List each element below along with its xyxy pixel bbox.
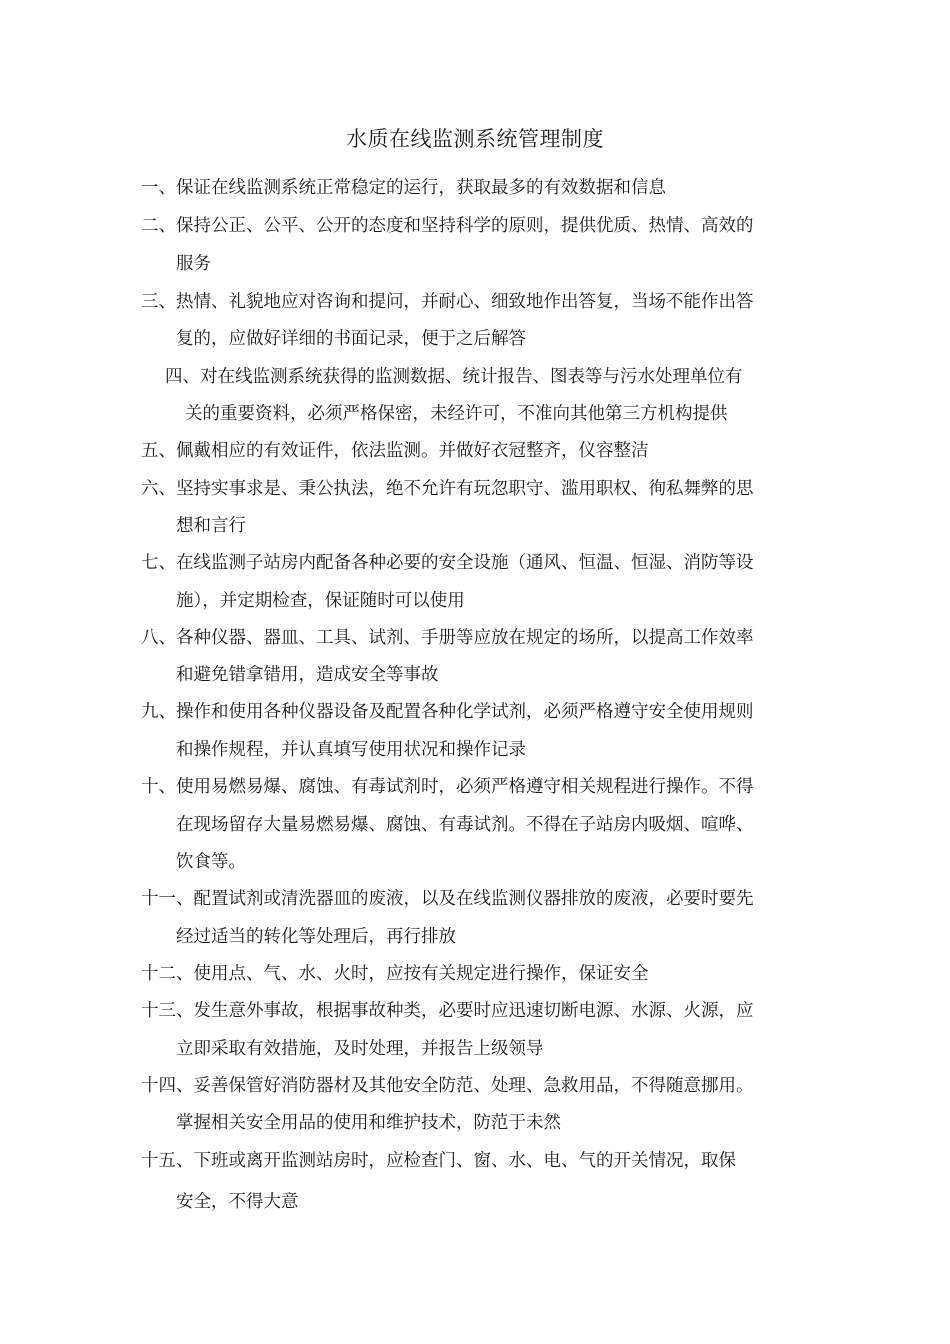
document-title: 水质在线监测系统管理制度: [346, 127, 604, 151]
clause-4-line-1: 四、对在线监测系统获得的监测数据、统计报告、图表等与污水处理单位有: [165, 367, 743, 387]
clause-7-line-2: 施），并定期检查，保证随时可以使用: [176, 591, 465, 611]
clause-14-line-1: 十四、妥善保管好消防器材及其他安全防范、处理、急救用品，不得随意挪用。: [141, 1076, 754, 1096]
clause-9-line-2: 和操作规程，并认真填写使用状况和操作记录: [176, 740, 526, 760]
clause-13-line-1: 十三、发生意外事故，根据事故种类，必要时应迅速切断电源、水源、火源，应: [141, 1001, 754, 1021]
clause-10-line-1: 十、使用易燃易爆、腐蚀、有毒试剂时，必须严格遵守相关规程进行操作。不得: [141, 777, 754, 797]
clause-2-line-2: 服务: [176, 254, 211, 274]
clause-9-line-1: 九、操作和使用各种仪器设备及配置各种化学试剂，必须严格遵守安全使用规则: [141, 702, 754, 722]
clause-4-line-2: 关的重要资料，必须严格保密，未经许可，不准向其他第三方机构提供: [185, 404, 728, 424]
clause-14-line-2: 掌握相关安全用品的使用和维护技术，防范于未然: [176, 1113, 561, 1133]
clause-3-line-2: 复的，应做好详细的书面记录，便于之后解答: [176, 329, 526, 349]
clause-10-line-3: 饮食等。: [176, 852, 246, 872]
clause-3-line-1: 三、热情、礼貌地应对咨询和提问，并耐心、细致地作出答复，当场不能作出答: [141, 292, 754, 312]
clause-2-line-1: 二、保持公正、公平、公开的态度和坚持科学的原则，提供优质、热情、高效的: [141, 216, 754, 236]
clause-12-line-1: 十二、使用点、气、水、火时，应按有关规定进行操作，保证安全: [141, 964, 649, 984]
clause-6-line-1: 六、坚持实事求是、秉公执法，绝不允许有玩忽职守、滥用职权、徇私舞弊的思: [141, 479, 754, 499]
clause-15-line-2: 安全，不得大意: [176, 1192, 299, 1212]
clause-11-line-1: 十一、配置试剂或清洗器皿的废液，以及在线监测仪器排放的废液，必要时要先: [141, 889, 754, 909]
clause-13-line-2: 立即采取有效措施，及时处理，并报告上级领导: [176, 1039, 544, 1059]
clause-5-line-1: 五、佩戴相应的有效证件，依法监测。并做好衣冠整齐，仪容整洁: [141, 441, 649, 461]
clause-6-line-2: 想和言行: [176, 516, 246, 536]
clause-11-line-2: 经过适当的转化等处理后，再行排放: [176, 927, 456, 947]
clause-10-line-2: 在现场留存大量易燃易爆、腐蚀、有毒试剂。不得在子站房内吸烟、喧哗、: [176, 815, 754, 835]
clause-7-line-1: 七、在线监测子站房内配备各种必要的安全设施（通风、恒温、恒湿、消防等设: [141, 553, 754, 573]
clause-8-line-2: 和避免错拿错用，造成安全等事故: [176, 665, 439, 685]
clause-1-line-1: 一、保证在线监测系统正常稳定的运行，获取最多的有效数据和信息: [141, 178, 666, 198]
clause-8-line-1: 八、各种仪器、器皿、工具、试剂、手册等应放在规定的场所，以提高工作效率: [141, 628, 754, 648]
clause-15-line-1: 十五、下班或离开监测站房时，应检查门、窗、水、电、气的开关情况，取保: [141, 1151, 736, 1171]
